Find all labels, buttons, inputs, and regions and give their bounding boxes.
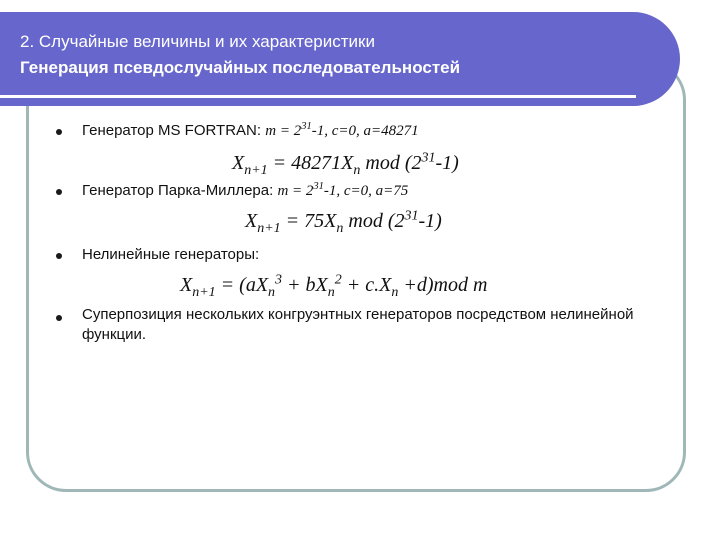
- bullet-label: Генератор Парка-Миллера:: [82, 182, 278, 199]
- bullet-params: $m = 2^{31}-1$, c=0, a=48271: [265, 121, 419, 139]
- bullet-superposition: Суперпозиция нескольких конгруэнтных генераторов посредством нелинейной функции.: [82, 306, 634, 343]
- bullet-params: $m = 2^{31}-1$, c=0, a=75: [277, 181, 409, 199]
- bullet-dot-icon: [56, 315, 62, 321]
- formula-nonlinear: $X_{n+1} = (aX_n^3 + bX_n^2 + c.X_n +d)mod$ m: [180, 272, 488, 300]
- bullet-dot-icon: [56, 189, 62, 195]
- bullet-dot-icon: [56, 129, 62, 135]
- bullet-nonlinear: Нелинейные генераторы:: [82, 246, 260, 263]
- bullet-dot-icon: [56, 253, 62, 259]
- formula-park-miller: $X_{n+1} = 75X_n$ mod $(2^{31}-1)$: [245, 208, 442, 236]
- header-divider: [0, 95, 636, 98]
- slide-subtitle: Генерация псевдослучайных последовательностей: [20, 58, 461, 77]
- bullet-ms-fortran: [82, 121, 419, 141]
- slide-title: 2. Случайные величины и их характеристики: [20, 32, 375, 51]
- formula-ms-fortran: $X_{n+1} = 48271X_n$ mod $(2^{31}-1)$: [232, 150, 459, 178]
- bullet-park-miller: [82, 181, 408, 201]
- bullet-label: Генератор MS FORTRAN:: [82, 122, 266, 139]
